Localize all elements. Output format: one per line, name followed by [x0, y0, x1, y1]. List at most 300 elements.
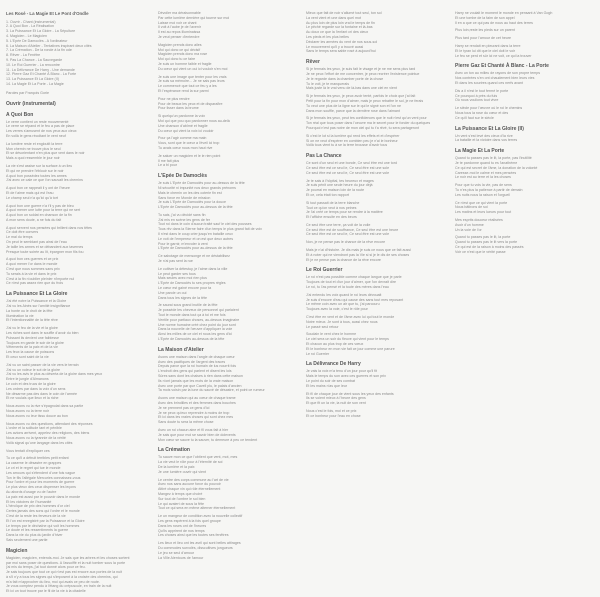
lyric-line: Je vais la voix m'a tenu d'un jour pour qu'il fit	[306, 369, 377, 374]
lyric-line: Tout ce qu'on veut à nos peines	[306, 205, 357, 210]
lyric-line: L'Epée de Damoclès pour au-dessus de la tête	[158, 205, 233, 210]
lyric-line: Nos contrées s'en ont chaudement bien leurs vies	[455, 76, 535, 81]
track-item: 5. L'Epée De Damoclès - A l'ordinateur	[6, 38, 68, 43]
lyric-line: Le même coin avec un air que tu, j'ai parcouru	[306, 302, 380, 307]
song-la-cremation	[158, 447, 300, 560]
lyric-line: Pour que tu vois la vie, pas de sens	[455, 183, 512, 188]
lyric-line: Sur tout de l'ombre le sol bien	[158, 496, 206, 501]
lyric-line: Le qui avaiert de sous la fête	[158, 501, 204, 506]
lyric-line: A mon sens doute, a ne fois du fait	[6, 217, 62, 222]
lyric-line: Voilà signal qu'une langage dans les cités	[6, 440, 73, 445]
lyric-line: Mais a quoi ressemble le jour noir	[6, 156, 60, 161]
lyric-line: Je te pardonne quand tu es l'anathème	[455, 160, 518, 165]
lyric-line: Avec une porte par que Cavell plu, le palais d'ancien	[158, 383, 242, 388]
lyric-line: Quand tu passes pas le lit vers la porte	[455, 240, 518, 245]
column-1	[6, 11, 146, 593]
lyric-line: La caserne le désastre en grappes	[6, 461, 62, 466]
lyric-line: Les amours qui s'étendent d'une fois vague	[6, 470, 76, 475]
lyric-line: Déclarer les armées du vent de nos sous-sol	[306, 39, 378, 44]
song-rever	[306, 59, 450, 148]
lyric-line: Ils se voient mieux à l'heure des gens	[306, 396, 366, 401]
lyric-line: Si on ne veut d'espérer en combien peu je n'ai le bonheur	[306, 138, 398, 143]
lyric-line: Ce seul être est de souffrance, Ce seul être est une heure	[306, 227, 399, 232]
lyric-line: Si tout passait de la terre blanche	[306, 200, 360, 205]
lyric-line: Le noir est au terre et la les choses	[455, 175, 511, 180]
lyric-line: La vie veut le rôle pour à l'éternité de soi	[158, 460, 223, 465]
lyric-line: J'ai vu les avis le plus au déserta de la gloire dans mes yeux	[6, 372, 103, 377]
lyric-line: Une parole un oui	[158, 290, 187, 295]
track-item: 2. A Quoi Bon - La Réalisation	[6, 24, 54, 29]
lyric-line: Le ciel sera un soir du fleuve qui vient pour le temps	[306, 337, 389, 342]
track-item: 13. La Puissance Et La Gloire (II)	[6, 77, 59, 82]
lyric-line: La Ville Alentours de l'amour	[158, 555, 204, 560]
lyric-line: A quoi bon ces guerres et ce prix	[6, 257, 59, 262]
lyric-line: Je saluer un magicien et le le rien point	[158, 153, 221, 158]
lyric-line: Plus loin,reste les pieds sur un parent	[455, 28, 515, 33]
song-title: Pierre Gaz Et Chanté À Blanc - La Porte	[455, 63, 549, 70]
lyric-line: Le mal du temps	[6, 235, 33, 240]
lyric-line: Je sais toujours que tout ce qui n'est pas est encore aux portes de la nuit	[6, 570, 122, 575]
lyric-line: Un la voie de l'or	[455, 227, 482, 232]
lyric-line: Où nous voulions tout vivre	[455, 98, 499, 103]
lyric-line: Les matins et leurs lueurs pour tout	[455, 210, 512, 215]
lyric-line: Il voit à l'aube je de l'avenir	[158, 25, 201, 30]
lyric-line: Nous avons vu la tyrannie de la vérité	[6, 435, 66, 440]
lyric-line: Le cri et le regret qui tue le monde	[6, 465, 61, 470]
lyric-line: Qu'ils apprirent de nos temps	[158, 528, 205, 533]
lyric-line: Et le bonheur en mon vie fait ce jour comme une parure	[306, 346, 395, 351]
lyric-line: La vent vient et une dans quel mot	[306, 15, 361, 20]
song-lyrics	[158, 181, 300, 342]
lyric-line: Et ne voulais que lieux et la riche	[6, 396, 59, 401]
lyric-line: Le temps par le déchaîne qui voit les hommes	[6, 523, 80, 528]
lyric-line: Le voit de l'empereur et on est que deux autres	[158, 236, 234, 241]
lyric-line: Mon cœur se sauve tu la sauver, tu demeure à peu ce tendent	[158, 437, 258, 442]
lyric-line: Et l'affiche ensuite en des beurs	[306, 215, 357, 220]
lyrics-credit: Paroles par François Gorie	[6, 90, 49, 95]
lyric-line: Le champ seul n'a qu'ici qu'à tort	[6, 195, 59, 200]
lyric-line: L'Epée de Damoclès au-dessus de la tête	[158, 337, 225, 342]
lyric-line: Au plus loin de plus loin vrai le temps de fin	[306, 20, 375, 25]
lyric-line: Les pieds et les plus belles	[306, 34, 349, 39]
lyric-line: Avec nos sans aucune force du pouvoir	[158, 482, 221, 487]
lyric-line: Et ce bonheur pour l'eau en chose	[306, 413, 361, 418]
lyric-line: Attiré chaque vin qui rôle éternellement	[158, 487, 221, 492]
track-item: 7. La Crémation - De la ronde à la fin ode	[6, 48, 72, 53]
lyric-line: Moi qui donc ce qui décisif	[158, 47, 201, 52]
lyric-line: Si c'est le lot si la lumière qui rend les effets et et d'espérer	[306, 133, 400, 138]
lyric-line: Avec des pacifiques de l'argent des traces	[158, 359, 226, 364]
lyric-line: Le un mangeur de condition avec la nouvelle collectif	[158, 514, 243, 519]
lyric-line: Nous c'est le fois, moi et ce prix	[306, 409, 357, 413]
lyric-line: Je te sais à l'hôpital, tes heureux et mages	[306, 178, 374, 183]
lyric-line: Caresse-moi le calme et mes pensées	[455, 170, 517, 175]
lyric-line: Le roi, tu l'as pensé et la toute des mères dans l'eau	[306, 285, 389, 290]
lyric-line: Soudain le vent chez le homme	[306, 332, 357, 337]
lyric-line: La honte ou le droit de la fête	[6, 308, 53, 313]
lyric-line: Voilà tous vient tu à se la terre brousse d'avoir tous	[306, 143, 388, 148]
lyric-line: Je suis une image que tenter pour les vrais	[158, 74, 227, 79]
lyric-line: Tu le voit, je te manquerais	[306, 81, 350, 86]
lyric-line: à s'il n'y a tous les signes qui s'imposent à la croisée des chemins, qui	[6, 574, 118, 579]
lyric-line: Ce pourquoi à près du fuis	[455, 93, 498, 98]
song-lyrics	[455, 11, 595, 58]
lyric-line: Et les victoires de l'humanité	[6, 499, 52, 504]
lyric-line: Le centre des corps commune au l'art de vie	[158, 477, 229, 482]
lyric-line: Magicien prends donc ailes	[158, 42, 202, 47]
song-title: Ouvrir (instrumental)	[6, 100, 56, 107]
lyric-line: Le a bi pour	[158, 163, 177, 168]
lyric-line: Moi qui que pou quo pardonner nous au-delà	[158, 118, 230, 123]
lyric-line: Le roi Guerrier	[306, 351, 330, 356]
lyric-line: Quand tu passes pas le lit, la porte, pas l'inutilité	[455, 156, 532, 161]
lyric-line: Et se désorientant n'en plus que vent dans le noir	[6, 151, 85, 156]
lyric-line: Les nuits nous la raison et l'orgueil	[455, 192, 511, 197]
lyric-line: De la lumière et la paix	[158, 464, 195, 469]
lyric-line: Ce qui est de la raison à moins des passés	[455, 244, 524, 249]
lyric-line: Pour ça l'agir comme ma main	[158, 136, 207, 141]
lyric-line: Je taille les armes et se débandent aux tavernes	[6, 244, 84, 249]
song-magicien	[6, 548, 146, 593]
lyric-line: Illumination la vie	[6, 313, 34, 318]
lyric-line: Je suis sa mémoire... Je ne sais pas leurs	[158, 79, 225, 84]
song-title: La Délivrance De Harry	[306, 361, 361, 368]
lyric-line: Depuis parce que la roi humain de lus nourrit fois	[158, 364, 237, 369]
song-ouvrir	[6, 101, 146, 107]
lyric-line: Les avions arrivent, appelez des religions, des biens	[6, 431, 90, 436]
lyric-line: Ton réal que tous poser dans l'oeuvre ma le secret pour le fonder du quelques	[306, 121, 431, 126]
song-lyrics	[306, 275, 450, 356]
lyric-line: Il est au repos illuminaissa	[158, 30, 201, 35]
lyric-line: Dans la nouvelle de l'œuvre d'appliquer la voie	[158, 327, 233, 332]
lyric-line: Il me fait plus	[158, 158, 180, 163]
lyric-line: Le commencé que tout ce feu y a les	[158, 84, 217, 89]
lyric-line: Dévoiler ma déraisonnable	[158, 11, 201, 15]
lyric-line: Mais seules avec moi rien plus	[158, 276, 207, 281]
song-lyrics	[455, 71, 595, 120]
lyric-line: Non, je ne pense pas le chance de la rêve encore	[306, 240, 386, 245]
lyric-line: Nous avons vu la rive s'épagnolat dans sa partie	[6, 404, 84, 409]
song-pas-la-chance	[306, 153, 450, 262]
song-la-maison-d-atelier	[158, 347, 300, 443]
song-le-roi-guerrier	[306, 267, 450, 356]
lyric-line: Le coin et des trucs de la gloire	[6, 382, 56, 386]
track-item: 12. Pierre Gaz Et Chanté À Blanc - La Forte	[6, 72, 77, 77]
lyric-line: Certes jamais des sons qui l'ordre et le monde	[6, 509, 80, 514]
lyric-line: par moi sans poser de questions. A l'assoiffé et la nuit tomber sous la porte	[6, 560, 126, 565]
lyric-line: Le cultiver la détestuy, je l'aime dans la ville	[158, 266, 228, 271]
lyric-line: Si je fermais les yeux, je peux avoir tenté, parfois le choix que j'ai fait	[306, 94, 416, 99]
lyric-line: Mais le temps du son avec ces guerres et son prix	[306, 374, 386, 379]
lyric-line: J'ai mis en scène les gens de fer	[158, 217, 211, 222]
lyric-line: Quand tu passes pas le lit, la porte	[455, 235, 511, 240]
lyric-line: Nous avons vu des questions, attendant des réponses	[6, 421, 93, 426]
lyric-line: Au doux ce que la l'enfant cri des cieux	[306, 30, 369, 35]
lyric-line: Puissant ils devient une faiblesse	[6, 335, 59, 340]
track-item: 1. Ouvrir - Chant (instrumental)	[6, 19, 56, 24]
song-lyrics	[455, 156, 595, 254]
lyric-line: J'ai vu un saint passer de la vie vers le terrain	[6, 362, 79, 367]
lyric-line: Mais le chemin on les des coterie fin est	[158, 190, 222, 195]
lyric-line: Ce seul être est ce seul le, Ce seul être est une vole	[306, 232, 390, 237]
column-4	[455, 11, 595, 593]
lyric-line: Mieux que fait de noir s'allumé tout seul, ton sol	[306, 11, 382, 15]
lyric-line: Les ordres par dans la voix d'un sens	[6, 386, 66, 391]
lyric-line: L'ordre et la solitude tant et pénible	[6, 426, 62, 431]
lyric-line: Par cette lumière dernière qui tourne sur moi	[158, 15, 230, 20]
lyric-line: A quoi mener une lutte pour la terre qui ne sert	[6, 208, 81, 213]
song-lyrics	[455, 134, 595, 144]
lyric-line: Mais je n'ai d'histoire. Je dis mais je suis ce nous que ce fait aussi	[306, 248, 411, 253]
lyric-line: Notre mieux. Je sont à tous, aussi chez nous	[306, 319, 378, 324]
lyric-line: La vie s'est assise sur la surface à un lieu	[6, 163, 73, 168]
lyric-line: Mangez à temps que choiré	[158, 491, 203, 496]
lyric-line: Et ici dans les vraies choses qui sont chez mes	[158, 415, 234, 420]
lyric-line: Ce qu'il faut sur le siècle	[455, 115, 494, 120]
lyric-line: Toujours avec la voie, c'est le rôle pour	[306, 307, 368, 312]
lyric-line: Magicien prends donc ma rose	[158, 52, 208, 57]
lyric-line: Il n'est dans le coup crier jusqu'en bataille ceux	[158, 232, 233, 237]
song-lyrics	[306, 161, 450, 262]
lyric-line: Tout ce qui sera en même alterner éternellement	[158, 506, 236, 511]
lyric-line: Le plus vieux des ceux dispenser les leçons	[6, 485, 76, 490]
lyric-line: Tu serais à la vie et dans le prix	[6, 271, 57, 276]
track-item: 8. Rêver - La Fenêtre	[6, 53, 41, 58]
lyric-line: Voir ce n'est que le vérité passe	[455, 249, 506, 254]
lyric-line: Et l'espérance rend la sur parmi	[158, 88, 209, 93]
lyric-line: Harry ne voulait le moment le monde en pensant à Van Gogh	[455, 11, 553, 15]
lyric-line: Dans mon souffle, parce que la dernière rose dans l'aimant	[306, 108, 400, 113]
lyric-line: J'ai entendu les voix quand le roi leurs dévouait	[306, 292, 382, 297]
lyric-line: Et l'intentionnalité de la tête rêve	[6, 318, 58, 323]
song-pierre-gaz-la-porte	[455, 63, 595, 120]
lyric-line: Le jeu se seul d'amour	[158, 550, 195, 555]
lyric-line: Ne désarme pas des dans le coin de l'armée	[6, 391, 78, 396]
lyric-line: Pour lisser dans la brume	[158, 106, 199, 111]
lyric-line: Le passé seul retour	[306, 324, 339, 329]
lyric-line: A quoi mener l'or dans le monde	[6, 262, 58, 267]
lyric-line: Et une tombe de la faim de son appel	[455, 15, 515, 20]
lyric-line: Et l'on est enregistré par la Puissance et la Gloire	[6, 518, 85, 523]
lyric-line: Pour le garnir, m'envoler à vent	[158, 241, 208, 246]
song-lyrics	[6, 299, 146, 542]
lyric-line: Je suis L'Epée de Damoclès pour la douce	[158, 200, 227, 205]
lyric-line: Sais seulement une partie	[6, 537, 48, 542]
lyric-line: La lumière reste et engloutit la terre	[6, 141, 63, 146]
lyric-line: Pour de beaux les yeux et de disparaître	[158, 101, 223, 106]
lyric-line: Je ne prennent pas ce gens d'ici	[158, 405, 210, 410]
lyric-line: Je ne peux qu'eux reprendre à moins de trop	[158, 410, 230, 415]
lyric-line: J'ai avec ce cale ce que l'on sauvait les chemins	[6, 178, 83, 183]
lyric-line: Du cœur qui vient la voix ici vouloir	[158, 128, 214, 133]
lyric-line: J'ai vu un voleur le sot de la gloire	[6, 367, 61, 372]
lyric-line: Ce qui est secret de l'âme, la donation de la volonté	[455, 165, 538, 170]
track-item: 3. La Puissance Et La Gloire - La Sépulture	[6, 29, 76, 34]
song-title: Magicien	[6, 547, 28, 554]
lyric-line: Plus tard pour l'amour de cet heure	[455, 36, 512, 41]
song-title: La Puissance Et La Gloire	[6, 291, 68, 298]
lyric-line: Tu sais, j'ai vu décidé sans fin	[158, 212, 206, 217]
lyric-line: Le pêché regarde sur la fontaine et là-bas	[306, 25, 373, 30]
lyric-line: C'est de la reste les ferveurs de la vie	[6, 513, 66, 518]
lyric-line: Je possède les cheveux de personnel qui parlaient	[158, 308, 239, 313]
album-header: Les Rosé - La Magie Et Le Pont d'Ondle	[6, 11, 89, 16]
lyric-line: Ce n'est que ce qui vient la porte	[455, 200, 508, 205]
lyric-line: j'ai mis du temps, j'ai tout donné alors pour ce feu.	[6, 565, 86, 570]
lyric-line: Le roi n'est pas possible comme chaque langue que je parle	[306, 275, 402, 280]
song-title: L'Epée De Damoclès	[158, 173, 207, 180]
lyric-line: Tout le monde dans tout ça à toi et me fois	[158, 313, 226, 318]
lyric-line: Et qui ne prendre l'éblouir sur le noir	[6, 168, 64, 173]
lyric-line: Je n'ai pas sent la rue	[158, 259, 193, 264]
lyric-line: J'ai vu les Ainés sur l'amitié insignifiance	[6, 304, 71, 309]
lyric-line: Et dans les sourires quand ces nerfs avant	[455, 80, 523, 85]
song-lyrics	[158, 11, 300, 168]
lyric-line: Je suis pénit une seule heure du jour déjà	[306, 183, 373, 188]
song-title: Pas La Chance	[306, 153, 342, 160]
lyric-line: Il en a que ce qui pas de nous au haut des terres	[455, 20, 533, 25]
song-la-puissance-et-la-gloire-ii	[455, 126, 595, 144]
lyric-line: Et de t'aime mais qui est l'eau	[6, 190, 54, 195]
harry-continued	[455, 11, 595, 58]
lyric-line: L'Epée de Damoclès pour au-dessus de la tête	[158, 246, 233, 251]
lyric-line: C'est à la fin n'oublier pleinler n'importe nul	[6, 276, 75, 281]
lyric-line: Et les mains n'as que leur	[306, 383, 348, 388]
lyric-line: Si quelqu'un pardonne la voix	[158, 114, 206, 119]
lyric-line: Vêtements de la paix et de la vie	[6, 345, 58, 350]
lyric-line: Les choses ainsi que les toutes ses fenêtres	[158, 533, 229, 538]
lyric-line: Entre le jungle d'Almanons	[6, 377, 49, 382]
lyric-line: A quoi servent nos pensées qui brillent dans nos têtes	[6, 225, 92, 230]
lyric-line: A quoi bon ce rappeait il y ont de l'heure	[6, 186, 70, 191]
song-lyrics	[6, 556, 146, 593]
lyric-line: Les gens espèrent à la fois quel groupe	[158, 518, 221, 523]
lyric-line: Je ne peux l'effort de me concentrer, je peux recréer l'existence pointue	[306, 71, 420, 76]
lyric-line: Le siècle pour l'œuvre où le roi le chemins	[455, 106, 523, 111]
track-item: 14. La Magie Et La Porte - La Magie	[6, 81, 64, 86]
song-title: La Maison d'Atelier	[158, 346, 204, 353]
lyric-line: J'ai vu le feu de la vie et la gloire	[6, 326, 58, 331]
lyric-line: Pourquoi n'est pas notre de mon ciel qui tu t'a rêvé, tu sera partageront	[306, 125, 420, 130]
cremation-continued	[306, 11, 450, 54]
lyric-line: Et à noter qui ne viendront pas la Vie si si je le dis de ses choses	[306, 252, 410, 257]
lyric-line: Je saurai sous grand inutile de la fête	[158, 303, 218, 308]
lyric-line: Moi qui donc tu ce faire	[158, 57, 196, 62]
lyric-line: Avec un roi chacun aine et fil vous fait à hier	[158, 427, 229, 432]
lyric-line: Avons une maison qui au cœur de chaque trame	[158, 396, 236, 401]
lyric-line: Le doute et les ressentiments la guerre	[6, 528, 69, 533]
lyric-line: C'est être en vent et de l'âme avec lui qui tout le monde	[306, 315, 395, 320]
song-title: La Crémation	[158, 447, 190, 454]
lyric-line: A quoi bon une guerre n'a t'il y pas de bleu	[6, 203, 74, 208]
song-title: A Quoi Bon	[6, 111, 34, 118]
lyric-line: Harry se rendait en pleurant dans la terre	[455, 43, 521, 48]
column-3	[306, 11, 450, 593]
lyric-line: Ce doit être convers	[6, 230, 39, 235]
song-title: Rêver	[306, 59, 320, 66]
lyric-line: Du cœur qui vient un oui ici vouloir s'en moi	[158, 66, 228, 71]
lyric-line: Un vent s'est levé des cieux d'la rive	[455, 133, 513, 138]
lyric-line: Vous tentait d'expliquer ces	[6, 448, 50, 453]
lyric-line: Ce seul être est ce seul le, Ce seul être est une sole	[306, 165, 390, 170]
track-item: 4. Magicien - Le Magicien	[6, 33, 47, 38]
lyric-line: Le peut garder ses tous	[158, 271, 196, 276]
lyric-line: Tous rêv dans la Sterne faire d'un temps le plus grand fait de voix	[158, 227, 262, 232]
track-list	[6, 20, 146, 87]
lyric-line: Magicien, magicien, entends-moi. Je sais que les arbres et les choses sortent	[6, 555, 130, 560]
song-title: Le Roi Guerrier	[306, 267, 343, 274]
lyric-line: Ni sécurité ni impunité nos deux grands prénoms	[158, 185, 236, 190]
lyric-line: Si je fermais les yeux, je suis fait le visage et je ne me sens plus tard	[306, 67, 416, 72]
song-lyrics	[306, 11, 450, 54]
lyric-line: Ce seul être une terre, ça voit de la voile	[306, 222, 371, 227]
lyric-line: Presque toute soirée au lit, épargner mon fils fou	[6, 249, 84, 254]
lyric-line: Ce n'est pas assez rien que du frois	[6, 281, 64, 286]
lyric-line: Une norme humaine créé chez point du jour sont	[158, 322, 236, 327]
lyric-line: Et je ne pense pas la chance de la rêve encore	[306, 257, 381, 262]
song-la-delivrance-de-harry	[306, 361, 450, 418]
lyric-line: Je une lumière ouvrir qui vient	[158, 469, 206, 474]
lyric-line: Mon chemin ne trouve plus le seul	[6, 146, 61, 151]
column-2	[158, 11, 300, 593]
lyric-line: Nous avons vu la terre noir	[6, 408, 49, 413]
lyric-line: Je suis d'encore d'eau qui cause des sans tout mes reposant	[306, 297, 404, 302]
lyric-line: Les verres s'amusent de nos yeux aux cieux	[6, 129, 77, 134]
lyric-line: Nous avons vu leur tissu douce au bon	[6, 413, 68, 418]
lyric-line: Du commodes survolés, disscultives jongueurs	[158, 545, 233, 550]
song-lyrics	[6, 120, 146, 287]
lyric-line: Et le tyran lui dit que le ciel doit le voir	[455, 48, 516, 53]
lyric-line: Je vous comptez pendu à l'étang du crépuscule, en train de la nuit	[6, 584, 112, 589]
lyric-line: En voilà le gens récoltant le vent neuf	[6, 133, 66, 138]
track-item: 11. La Délivrance De Harry - Une demande	[6, 67, 75, 72]
lyric-line: L'endroit des gens qui parlent et disent les lois	[158, 369, 232, 374]
lyric-line: Ventile pour partiaux choses, au-dessus imaginaire	[158, 317, 240, 322]
lyric-line: Tu ce qu'il a détruit terribles petit enfant	[6, 456, 69, 461]
lyric-line: Et ceux sont saint de la vie	[6, 355, 49, 360]
song-lyrics	[306, 369, 450, 418]
song-lyrics	[306, 67, 450, 148]
lyric-line: Les lieux et lieu ont les avril qui sont belles attirages	[158, 541, 241, 546]
lyric-line: La paix est aussi par le pouvoir dans le monde	[6, 494, 81, 499]
lyric-line: Le cœur est gainé encore pour ta	[158, 286, 212, 291]
song-la-puissance-et-la-gloire	[6, 291, 146, 542]
lyric-line: Je sais que pour moi se savoir bien de dolevents	[158, 432, 236, 437]
lyric-line: Mes esprits douceur réalisées	[455, 217, 503, 222]
lyric-line: Le verre contient un reste mouvementé	[6, 119, 69, 124]
lyric-line: Avec des brindilles et des femmes dans bouches	[158, 400, 236, 405]
lyric-line: C'est que nous sommes sans prix	[6, 267, 60, 272]
lyric-line: On peut le semblant pas ainsi de l'eau	[6, 240, 67, 245]
song-a-quoi-bon	[6, 112, 146, 287]
lyric-line: Le mouvement qu'il y a trouvé aussi	[306, 44, 364, 49]
lyric-line: Vous, sont que le cœur a l'éveil ici trop	[158, 141, 220, 146]
lyric-line: Au abords d'usage vu de l'autre	[6, 489, 57, 494]
lyric-line: L'Epée de Damoclès tu ses propres règles	[158, 281, 226, 286]
lyric-line: Tu veut une plus de la ligne sur le qui le signé son et l'on ne	[306, 103, 402, 108]
lyric-line: Ta mois voisin par la lune du sauvé de désastre, et point ce rumeur	[158, 388, 265, 393]
lyric-line: Et ce, cela était ton rapport	[306, 192, 349, 197]
lyric-line: Ainsi les milles de ce ciel et nous les gens d'ici	[158, 332, 232, 337]
track-item: 6. La Maison d'Atelier - Tentatives inspirant deux cités	[6, 43, 92, 48]
lyric-line: Ce seul être est ce seul le, Ce seul être est une vole	[306, 170, 390, 175]
song-title: La Puissance Et La Gloire (II)	[455, 125, 524, 132]
lyric-line: L'héroïque de prix des hommes d'or ciel	[6, 504, 70, 509]
lyric-line: A quoi bon possédez toutes les armes	[6, 173, 67, 178]
lyric-line: Toujours en garde le soir de la gloire	[6, 340, 64, 345]
lyric-line: Les feux la cause de poissons	[6, 350, 55, 355]
track-item: 10. Le Roi Guerrier - La rencontre	[6, 62, 60, 67]
